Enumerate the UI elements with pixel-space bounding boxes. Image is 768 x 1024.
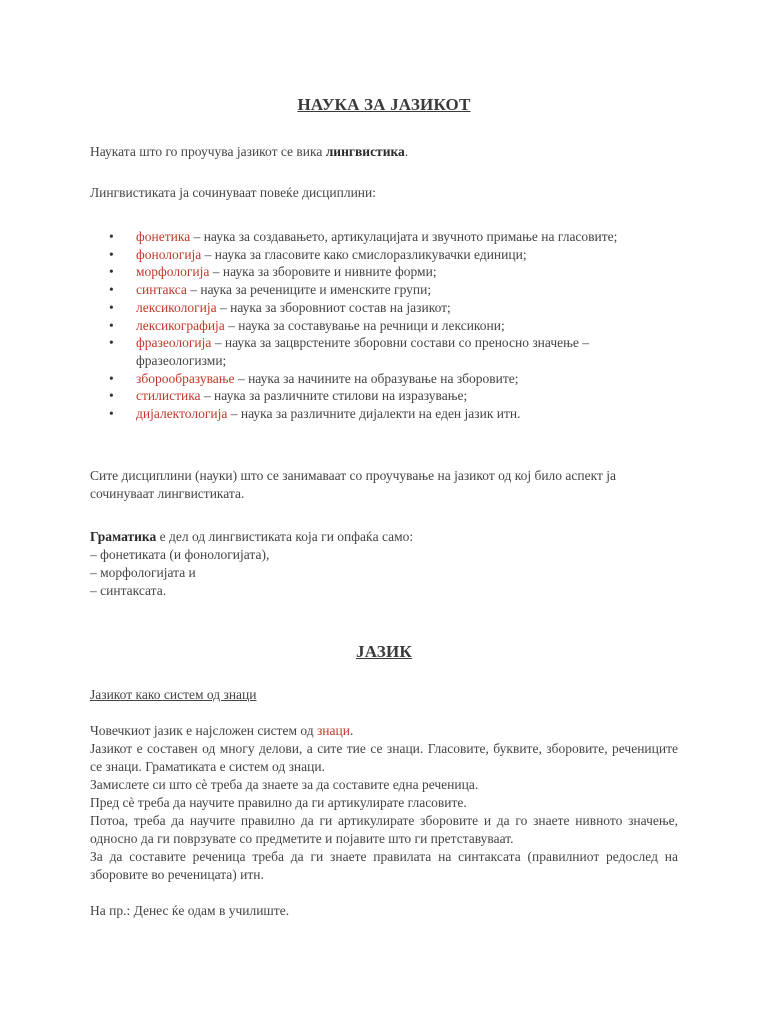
all-disciplines-paragraph: Сите дисциплини (науки) што се занимаваат со проучување на јазикот од кој било аспект ја сочинуваат лингвистиката. — [90, 468, 617, 501]
body-p1-end: . — [349, 723, 354, 738]
list-item — [136, 263, 736, 281]
signs-link[interactable]: знаци — [316, 723, 350, 738]
discipline-desc: – наука за гласовите како смислоразликувачки единици; — [201, 246, 527, 262]
discipline-desc: – наука за различните стилови на изразување; — [200, 388, 468, 404]
discipline-desc: – наука за начините на образување на зборовите; — [234, 370, 519, 386]
page-title: НАУКА ЗА ЈАЗИКОТ — [297, 95, 471, 114]
discipline-term: дијалектологија — [136, 406, 228, 422]
list-item — [136, 387, 736, 405]
intro-bold-term: лингвистика — [325, 144, 405, 159]
discipline-term: морфологија — [136, 264, 210, 280]
discipline-term: лексикологија — [136, 299, 217, 315]
list-item — [136, 405, 736, 423]
list-item — [136, 370, 736, 388]
body-p2: Јазикот е составен од многу делови, а сите тие се знаци. Гласовите, буквите, зборовите, речениците се знаци. Граматиката е систем од знаци. — [90, 741, 678, 774]
example-line: На пр.: Денес ќе одам в училиште. — [90, 903, 290, 918]
intro-end: . — [404, 144, 409, 159]
discipline-term: зборообразување — [136, 370, 235, 386]
discipline-desc: – наука за зборовите и нивните форми; — [209, 264, 437, 280]
discipline-desc: – наука за речениците и именските групи; — [186, 282, 432, 298]
discipline-desc: – наука за зацврстените зборовни состави со преносно значење – фразеологизми; — [136, 335, 590, 368]
intro-paragraph — [90, 143, 678, 161]
list-item — [136, 281, 736, 299]
grammar-item: – морфологијата и — [90, 565, 196, 580]
section-title: ЈАЗИК — [356, 642, 412, 661]
grammar-text: е дел од лингвистиката која ги опфаќа само: — [156, 529, 414, 544]
discipline-term: фонологија — [136, 246, 202, 262]
body-p4: Пред сè треба да научите правилно да ги артикулирате гласовите. — [90, 795, 467, 810]
discipline-desc: – наука за зборовниот состав на јазикот; — [216, 299, 451, 315]
list-item — [136, 246, 736, 264]
discipline-term: фразеологија — [136, 335, 212, 351]
list-item — [136, 228, 736, 246]
intro-text: Науката што го проучува јазикот се вика — [90, 144, 326, 159]
body-p1: Човечкиот јазик е најсложен систем од — [90, 723, 317, 738]
discipline-term: фонетика — [136, 229, 191, 244]
discipline-term: лексикографија — [136, 317, 225, 333]
body-p3: Замислете си што сè треба да знаете за да составите една реченица. — [90, 777, 479, 792]
grammar-item: – синтаксата. — [90, 583, 167, 598]
body-p6: За да составите реченица треба да ги знаете правилата на синтаксата (правилниот редослед на зборовите во реченицата) итн. — [90, 849, 678, 882]
grammar-paragraph — [90, 528, 678, 600]
list-item — [136, 334, 656, 369]
discipline-desc: – наука за составување на речници и лексикони; — [224, 317, 505, 333]
discipline-term: синтакса — [136, 282, 187, 298]
body-text — [90, 722, 678, 884]
grammar-bold-term: Граматика — [90, 529, 157, 544]
list-item — [136, 317, 736, 335]
grammar-item: – фонетиката (и фонологијата), — [90, 547, 270, 562]
subheading: Јазикот како систем од знаци — [90, 687, 257, 702]
body-p5: Потоа, треба да научите правилно да ги артикулирате зборовите и да го знаете нивното значење, односно да ги поврзувате со предметите и појавите што ги претставуваат. — [90, 813, 678, 846]
list-item — [136, 299, 736, 317]
discipline-term: стилистика — [136, 388, 201, 404]
disciplines-list — [90, 228, 736, 423]
disciplines-intro: Лингвистиката ја сочинуваат повеќе дисциплини: — [90, 185, 376, 200]
discipline-desc: – наука за различните дијалекти на еден јазик итн. — [227, 406, 521, 422]
discipline-desc: – наука за создавањето, артикулацијата и звучното примање на гласовите; — [190, 229, 618, 244]
